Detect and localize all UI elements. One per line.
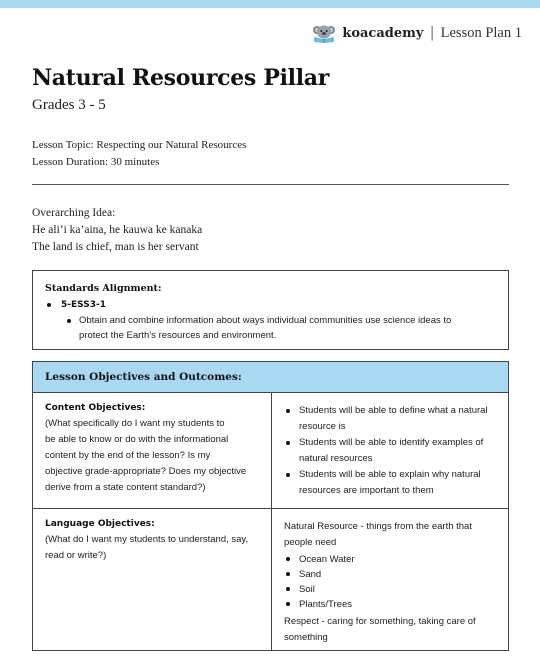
prompt-line: derive from a state content standard?) [45,482,206,493]
bullet-icon [286,557,290,561]
resource-label: Plants/Trees [299,599,352,610]
prompt-line: (What specifically do I want my students to [45,418,225,429]
prompt-line: be able to know or do with the informational [45,434,229,445]
outcome-line: resource is [299,421,346,432]
content-objectives-heading: Content Objectives: [45,403,146,413]
overarching-idea [32,205,202,256]
bullet-icon [286,409,290,413]
standard-description [45,313,496,343]
standard-item [45,300,496,310]
list-item [284,567,496,582]
definition-line: people need [284,537,337,548]
koala-reading-icon [312,23,336,43]
bullet-icon [286,473,290,477]
language-outcomes-cell [272,509,508,650]
language-objectives-row [33,509,508,650]
top-accent-bar [0,0,540,8]
language-objectives-cell [33,509,272,650]
content-outcomes-cell [272,393,508,508]
language-objectives-heading: Language Objectives: [45,519,155,529]
lesson-meta [32,137,246,171]
prompt-line: objective grade-appropriate? Does my objective [45,466,247,477]
outcome-line: Students will be able to explain why natural [299,469,481,480]
definition-line: something [284,632,328,643]
bullet-icon [286,587,290,591]
outcome-line: natural resources [299,453,373,464]
lesson-duration: Lesson Duration: 30 minutes [32,156,160,168]
page-title: Natural Resources Pillar [32,65,330,91]
resources-list [284,552,496,612]
list-item [284,552,496,567]
list-item [284,467,496,499]
idea-hawaiian: He ali’i ka’aina, he kauwa ke kanaka [32,224,203,236]
content-objectives-row [33,393,508,509]
respect-definition [284,614,496,646]
resource-label: Ocean Water [299,554,355,565]
lesson-topic: Lesson Topic: Respecting our Natural Resources [32,139,247,151]
list-item [284,403,496,435]
resource-label: Sand [299,569,322,580]
grade-subtitle: Grades 3 - 5 [32,97,106,113]
lesson-plan-label: Lesson Plan 1 [440,24,522,41]
list-item [284,582,496,597]
bullet-icon [67,319,71,323]
brand-separator: | [430,24,434,41]
standards-heading: Standards Alignment: [45,283,162,294]
brand-name: koacademy [342,25,424,41]
idea-label: Overarching Idea: [32,207,116,219]
standard-code: 5-ESS3-1 [61,300,106,310]
bullet-icon [286,602,290,606]
list-item [284,597,496,612]
outcome-line: Students will be able to define what a natural [299,405,488,416]
natural-resource-definition [284,519,496,551]
standard-description-line: protect the Earth’s resources and environment. [79,330,277,341]
outcome-line: resources are important to them [299,485,434,496]
brand-header [312,22,522,44]
bullet-icon [286,572,290,576]
resource-label: Soil [299,584,315,595]
idea-english: The land is chief, man is her servant [32,241,199,253]
prompt-line: (What do I want my students to understand, say, [45,534,249,545]
prompt-line: read or write?) [45,550,107,561]
definition-line: Natural Resource - things from the earth that [284,521,472,532]
content-objectives-cell [33,393,272,508]
standard-description-line: Obtain and combine information about ways individual communities use science ideas to [79,315,452,326]
language-objectives-prompt [45,532,259,564]
standards-alignment-box [32,270,509,350]
bullet-icon [47,303,51,307]
definition-line: Respect - caring for something, taking care of [284,616,476,627]
bullet-icon [286,441,290,445]
content-objectives-prompt [45,416,259,496]
objectives-heading: Lesson Objectives and Outcomes: [33,362,508,393]
outcomes-list [284,403,496,499]
list-item [284,435,496,467]
section-divider [32,184,509,185]
prompt-line: content by the end of the lesson? Is my [45,450,211,461]
outcome-line: Students will be able to identify examples of [299,437,484,448]
objectives-table [32,361,509,651]
